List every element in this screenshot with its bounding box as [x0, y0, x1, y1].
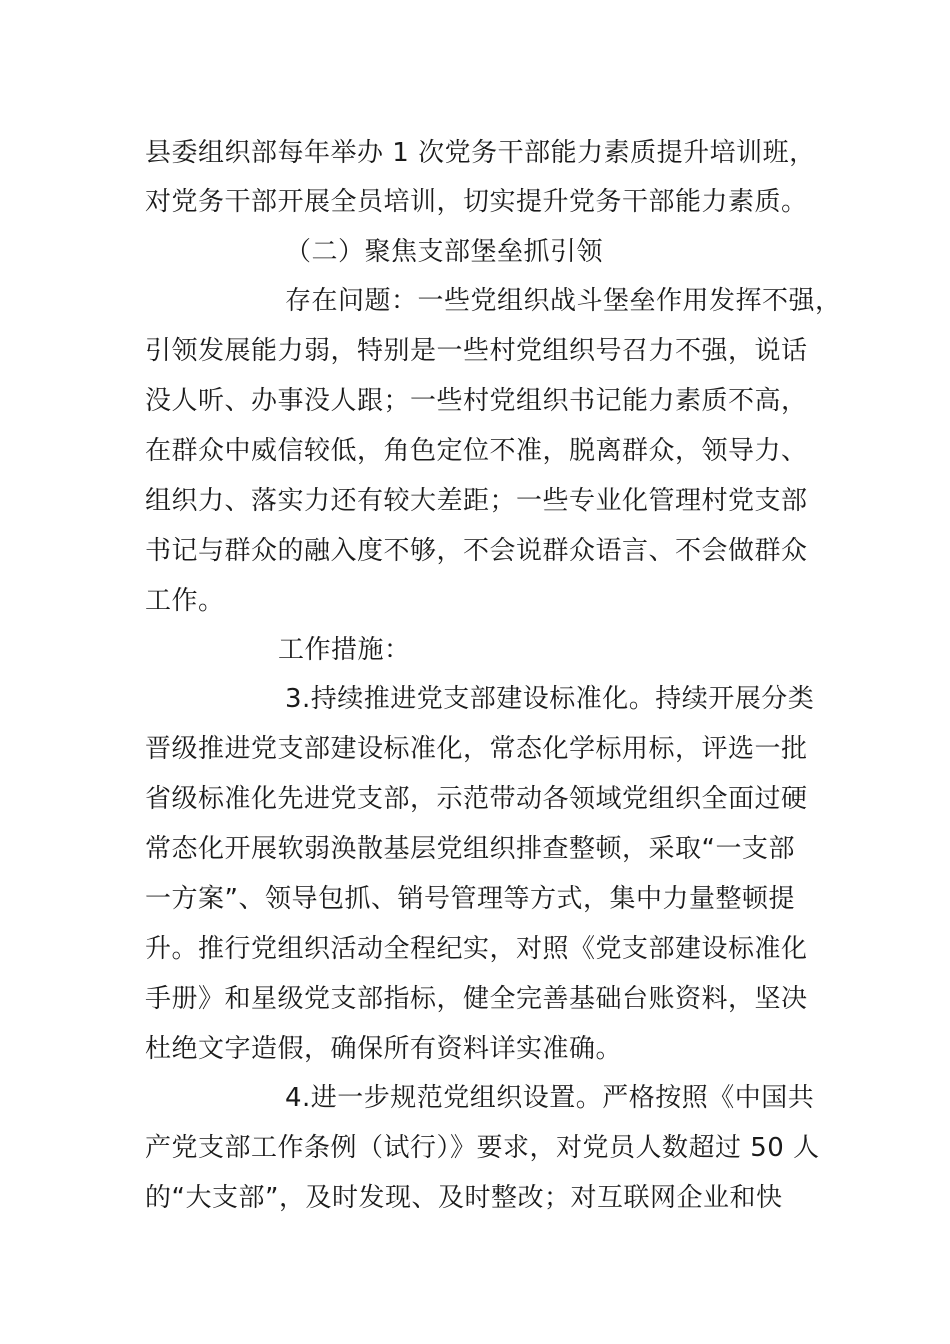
text-line: 常态化开展软弱涣散基层党组织排查整顿，采取“一支部 — [145, 834, 795, 864]
text-line: 一方案”、领导包抓、销号管理等方式，集中力量整顿提 — [145, 884, 795, 914]
text-line: 工作。 — [145, 586, 225, 616]
text-line: 对党务干部开展全员培训，切实提升党务干部能力素质。 — [145, 187, 808, 217]
text-line: 组织力、落实力还有较大差距；一些专业化管理村党支部 — [145, 486, 808, 516]
text-line: 手册》和星级党支部指标，健全完善基础台账资料，坚决 — [145, 984, 808, 1014]
text-line: 产党支部工作条例（试行）》要求，对党员人数超过 50 人 — [145, 1133, 820, 1163]
text-line: 引领发展能力弱，特别是一些村党组织号召力不强，说话 — [145, 336, 808, 366]
text-line: 在群众中威信较低，角色定位不准，脱离群众，领导力、 — [145, 436, 808, 466]
text-line: 县委组织部每年举办 1 次党务干部能力素质提升培训班， — [145, 138, 816, 168]
text-line: 存在问题：一些党组织战斗堡垒作用发挥不强， — [285, 286, 842, 316]
text-line: 书记与群众的融入度不够，不会说群众语言、不会做群众 — [145, 536, 808, 566]
text-line: 升。推行党组织活动全程纪实，对照《党支部建设标准化 — [145, 934, 808, 964]
text-line: 3.持续推进党支部建设标准化。持续开展分类 — [285, 684, 815, 714]
text-line: 的“大支部”，及时发现、及时整改；对互联网企业和快 — [145, 1183, 783, 1213]
text-line: 省级标准化先进党支部，示范带动各领域党组织全面过硬 — [145, 784, 808, 814]
text-line: 晋级推进党支部建设标准化，常态化学标用标，评选一批 — [145, 734, 808, 764]
text-line: 4.进一步规范党组织设置。严格按照《中国共 — [285, 1083, 815, 1113]
section-heading: （二）聚焦支部堡垒抓引领 — [285, 237, 604, 267]
text-line: 杜绝文字造假，确保所有资料详实准确。 — [145, 1034, 623, 1064]
text-line: 没人听、办事没人跟；一些村党组织书记能力素质不高， — [145, 386, 808, 416]
subheading: 工作措施： — [278, 635, 411, 665]
